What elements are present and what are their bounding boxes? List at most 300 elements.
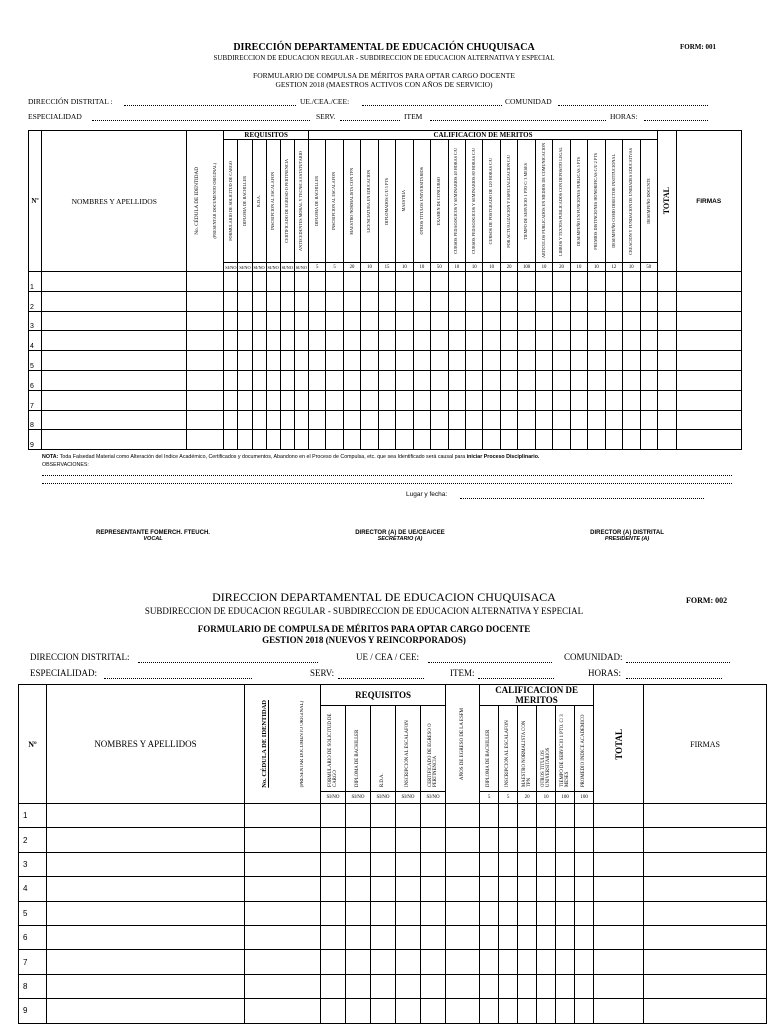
form2-cell[interactable] xyxy=(446,950,480,974)
form1-cell[interactable] xyxy=(308,331,325,351)
form1-especialidad-input[interactable] xyxy=(92,120,310,121)
form2-cell[interactable] xyxy=(575,852,594,876)
form1-cell[interactable] xyxy=(361,351,378,371)
form1-cell[interactable] xyxy=(343,311,360,331)
form1-cell[interactable] xyxy=(535,331,552,351)
form1-cell[interactable] xyxy=(535,410,552,430)
form1-cell[interactable] xyxy=(361,331,378,351)
form1-cell[interactable] xyxy=(294,272,308,292)
form1-cell[interactable] xyxy=(640,430,658,450)
form1-cell[interactable] xyxy=(42,291,187,311)
form1-cell[interactable] xyxy=(266,430,280,450)
form1-cell[interactable] xyxy=(378,430,395,450)
form1-cell[interactable] xyxy=(396,311,413,331)
form1-cell[interactable] xyxy=(238,272,252,292)
form1-cell[interactable] xyxy=(466,370,483,390)
form1-cell[interactable] xyxy=(640,291,658,311)
form2-cell[interactable] xyxy=(594,999,644,1023)
form1-cell[interactable] xyxy=(280,390,294,410)
form1-cell[interactable] xyxy=(676,370,742,390)
form1-cell[interactable] xyxy=(535,291,552,311)
form2-cell[interactable] xyxy=(446,828,480,852)
form2-cell[interactable] xyxy=(594,804,644,828)
form1-cell[interactable] xyxy=(588,410,605,430)
form1-cell[interactable] xyxy=(343,331,360,351)
form1-cell[interactable] xyxy=(326,410,343,430)
form2-cell[interactable] xyxy=(446,925,480,949)
form1-cell[interactable] xyxy=(326,390,343,410)
form1-cell[interactable] xyxy=(588,311,605,331)
form1-cell[interactable] xyxy=(187,351,224,371)
form2-cell[interactable] xyxy=(346,974,371,998)
form1-cell[interactable] xyxy=(500,311,517,331)
form1-cell[interactable] xyxy=(483,272,500,292)
form1-cell[interactable] xyxy=(483,351,500,371)
form2-cell[interactable] xyxy=(47,999,245,1023)
form1-cell[interactable] xyxy=(535,311,552,331)
form1-cell[interactable] xyxy=(658,351,676,371)
form1-observaciones-line-2[interactable] xyxy=(42,483,732,484)
form1-cell[interactable] xyxy=(308,410,325,430)
form1-cell[interactable] xyxy=(623,410,640,430)
form1-cell[interactable] xyxy=(431,311,448,331)
form1-cell[interactable] xyxy=(535,370,552,390)
form2-cell[interactable] xyxy=(421,828,446,852)
form1-cell[interactable] xyxy=(518,272,535,292)
form2-cell[interactable] xyxy=(421,974,446,998)
form2-comunidad-input[interactable] xyxy=(626,662,730,663)
form2-cell[interactable] xyxy=(518,804,537,828)
form2-cell[interactable] xyxy=(594,925,644,949)
form2-cell[interactable] xyxy=(346,901,371,925)
form1-cell[interactable] xyxy=(500,390,517,410)
form1-cell[interactable] xyxy=(308,370,325,390)
form1-cell[interactable] xyxy=(553,430,570,450)
form2-cell[interactable] xyxy=(421,877,446,901)
form2-cell[interactable] xyxy=(371,828,396,852)
form1-cell[interactable] xyxy=(224,370,238,390)
form1-cell[interactable] xyxy=(431,390,448,410)
form1-cell[interactable] xyxy=(280,272,294,292)
form2-cell[interactable] xyxy=(446,901,480,925)
form2-cell[interactable] xyxy=(421,999,446,1023)
form1-cell[interactable] xyxy=(640,370,658,390)
form2-cell[interactable] xyxy=(396,950,421,974)
form2-cell[interactable] xyxy=(371,999,396,1023)
form2-cell[interactable] xyxy=(396,925,421,949)
form1-cell[interactable] xyxy=(396,351,413,371)
form1-cell[interactable] xyxy=(252,430,266,450)
form1-cell[interactable] xyxy=(224,331,238,351)
form1-cell[interactable] xyxy=(518,331,535,351)
form1-cell[interactable] xyxy=(500,272,517,292)
form1-cell[interactable] xyxy=(280,311,294,331)
form2-cell[interactable] xyxy=(480,974,499,998)
form2-cell[interactable] xyxy=(575,950,594,974)
form1-cell[interactable] xyxy=(294,291,308,311)
form2-cell[interactable] xyxy=(556,999,575,1023)
form2-cell[interactable] xyxy=(371,950,396,974)
form2-cell[interactable] xyxy=(518,974,537,998)
form1-cell[interactable] xyxy=(42,351,187,371)
form1-cell[interactable] xyxy=(448,311,465,331)
form1-cell[interactable] xyxy=(605,430,622,450)
form1-cell[interactable] xyxy=(500,351,517,371)
form2-cell[interactable] xyxy=(594,852,644,876)
form1-cell[interactable] xyxy=(518,351,535,371)
form1-cell[interactable] xyxy=(378,390,395,410)
form1-cell[interactable] xyxy=(294,351,308,371)
form2-cell[interactable] xyxy=(556,901,575,925)
form1-cell[interactable] xyxy=(658,410,676,430)
form1-cell[interactable] xyxy=(294,410,308,430)
form1-cell[interactable] xyxy=(431,331,448,351)
form2-cell[interactable] xyxy=(245,925,321,949)
form2-cell[interactable] xyxy=(499,925,518,949)
form1-cell[interactable] xyxy=(266,291,280,311)
form1-cell[interactable] xyxy=(553,331,570,351)
form1-cell[interactable] xyxy=(676,311,742,331)
form1-cell[interactable] xyxy=(294,430,308,450)
form1-cell[interactable] xyxy=(187,311,224,331)
form1-cell[interactable] xyxy=(623,331,640,351)
form1-comunidad-input[interactable] xyxy=(558,105,708,106)
form1-cell[interactable] xyxy=(448,351,465,371)
form1-cell[interactable] xyxy=(238,390,252,410)
form2-cell[interactable] xyxy=(537,804,556,828)
form2-cell[interactable] xyxy=(396,828,421,852)
form1-cell[interactable] xyxy=(252,410,266,430)
form1-cell[interactable] xyxy=(266,410,280,430)
form1-cell[interactable] xyxy=(343,272,360,292)
form1-cell[interactable] xyxy=(518,291,535,311)
form1-cell[interactable] xyxy=(640,311,658,331)
form1-cell[interactable] xyxy=(676,390,742,410)
form2-cell[interactable] xyxy=(371,974,396,998)
form2-cell[interactable] xyxy=(396,901,421,925)
form2-cell[interactable] xyxy=(499,950,518,974)
form2-cell[interactable] xyxy=(556,852,575,876)
form1-cell[interactable] xyxy=(343,410,360,430)
form2-cell[interactable] xyxy=(421,901,446,925)
form2-cell[interactable] xyxy=(518,950,537,974)
form1-cell[interactable] xyxy=(448,390,465,410)
form1-cell[interactable] xyxy=(483,370,500,390)
form1-cell[interactable] xyxy=(187,430,224,450)
form2-cell[interactable] xyxy=(537,877,556,901)
form1-cell[interactable] xyxy=(252,370,266,390)
form1-cell[interactable] xyxy=(466,430,483,450)
form1-cell[interactable] xyxy=(570,291,587,311)
form2-cell[interactable] xyxy=(644,804,767,828)
form1-cell[interactable] xyxy=(326,370,343,390)
form1-cell[interactable] xyxy=(640,351,658,371)
form2-cell[interactable] xyxy=(480,877,499,901)
form1-cell[interactable] xyxy=(42,311,187,331)
form1-cell[interactable] xyxy=(280,331,294,351)
form2-cell[interactable] xyxy=(446,974,480,998)
form2-cell[interactable] xyxy=(644,950,767,974)
form1-cell[interactable] xyxy=(623,351,640,371)
form1-cell[interactable] xyxy=(187,390,224,410)
form2-cell[interactable] xyxy=(47,950,245,974)
form1-cell[interactable] xyxy=(266,311,280,331)
form1-cell[interactable] xyxy=(266,390,280,410)
form2-cell[interactable] xyxy=(245,974,321,998)
form1-cell[interactable] xyxy=(238,370,252,390)
form1-cell[interactable] xyxy=(640,331,658,351)
form1-cell[interactable] xyxy=(605,351,622,371)
form1-cell[interactable] xyxy=(280,410,294,430)
form1-cell[interactable] xyxy=(658,390,676,410)
form2-cell[interactable] xyxy=(537,852,556,876)
form2-cell[interactable] xyxy=(371,925,396,949)
form1-cell[interactable] xyxy=(413,410,430,430)
form1-cell[interactable] xyxy=(308,311,325,331)
form2-cell[interactable] xyxy=(518,852,537,876)
form1-cell[interactable] xyxy=(588,370,605,390)
form2-cell[interactable] xyxy=(346,877,371,901)
form1-cell[interactable] xyxy=(361,410,378,430)
form2-horas-input[interactable] xyxy=(626,678,722,679)
form1-cell[interactable] xyxy=(396,410,413,430)
form1-cell[interactable] xyxy=(361,430,378,450)
form1-cell[interactable] xyxy=(252,351,266,371)
form2-cell[interactable] xyxy=(321,974,346,998)
form1-cell[interactable] xyxy=(535,430,552,450)
form1-cell[interactable] xyxy=(623,390,640,410)
form1-cell[interactable] xyxy=(224,410,238,430)
form1-cell[interactable] xyxy=(500,291,517,311)
form1-cell[interactable] xyxy=(605,331,622,351)
form1-cell[interactable] xyxy=(252,291,266,311)
form1-cell[interactable] xyxy=(588,430,605,450)
form1-cell[interactable] xyxy=(466,390,483,410)
form2-cell[interactable] xyxy=(594,877,644,901)
form1-cell[interactable] xyxy=(238,291,252,311)
form2-cell[interactable] xyxy=(47,852,245,876)
form1-cell[interactable] xyxy=(605,390,622,410)
form1-cell[interactable] xyxy=(266,331,280,351)
form2-cell[interactable] xyxy=(396,974,421,998)
form1-cell[interactable] xyxy=(252,272,266,292)
form1-cell[interactable] xyxy=(500,430,517,450)
form1-cell[interactable] xyxy=(378,311,395,331)
form1-cell[interactable] xyxy=(588,291,605,311)
form2-cell[interactable] xyxy=(396,999,421,1023)
form1-cell[interactable] xyxy=(605,291,622,311)
form1-cell[interactable] xyxy=(396,272,413,292)
form1-cell[interactable] xyxy=(308,272,325,292)
form1-cell[interactable] xyxy=(518,390,535,410)
form1-cell[interactable] xyxy=(623,291,640,311)
form2-cell[interactable] xyxy=(499,852,518,876)
form2-cell[interactable] xyxy=(346,804,371,828)
form2-cell[interactable] xyxy=(371,804,396,828)
form1-cell[interactable] xyxy=(280,370,294,390)
form1-cell[interactable] xyxy=(238,331,252,351)
form2-cell[interactable] xyxy=(480,950,499,974)
form1-cell[interactable] xyxy=(343,390,360,410)
form1-cell[interactable] xyxy=(676,272,742,292)
form1-cell[interactable] xyxy=(266,351,280,371)
form2-cell[interactable] xyxy=(245,950,321,974)
form1-cell[interactable] xyxy=(326,311,343,331)
form1-cell[interactable] xyxy=(224,311,238,331)
form1-cell[interactable] xyxy=(361,272,378,292)
form1-cell[interactable] xyxy=(343,351,360,371)
form2-cell[interactable] xyxy=(346,925,371,949)
form1-cell[interactable] xyxy=(658,430,676,450)
form1-cell[interactable] xyxy=(570,351,587,371)
form2-cell[interactable] xyxy=(446,852,480,876)
form1-cell[interactable] xyxy=(658,370,676,390)
form1-cell[interactable] xyxy=(518,430,535,450)
form1-horas-input[interactable] xyxy=(644,120,708,121)
form1-cell[interactable] xyxy=(431,410,448,430)
form2-cell[interactable] xyxy=(245,852,321,876)
form1-cell[interactable] xyxy=(448,410,465,430)
form1-cell[interactable] xyxy=(413,390,430,410)
form2-cell[interactable] xyxy=(321,804,346,828)
form1-cell[interactable] xyxy=(378,370,395,390)
form1-cell[interactable] xyxy=(448,331,465,351)
form1-cell[interactable] xyxy=(252,390,266,410)
form1-cell[interactable] xyxy=(553,390,570,410)
form1-cell[interactable] xyxy=(308,351,325,371)
form2-cell[interactable] xyxy=(371,877,396,901)
form1-cell[interactable] xyxy=(466,272,483,292)
form1-cell[interactable] xyxy=(483,390,500,410)
form1-cell[interactable] xyxy=(294,370,308,390)
form2-cell[interactable] xyxy=(575,804,594,828)
form2-cell[interactable] xyxy=(644,901,767,925)
form2-cell[interactable] xyxy=(480,804,499,828)
form1-cell[interactable] xyxy=(224,390,238,410)
form1-cell[interactable] xyxy=(500,410,517,430)
form2-cell[interactable] xyxy=(537,999,556,1023)
form1-cell[interactable] xyxy=(518,370,535,390)
form1-cell[interactable] xyxy=(396,430,413,450)
form2-cell[interactable] xyxy=(446,999,480,1023)
form1-cell[interactable] xyxy=(42,272,187,292)
form1-cell[interactable] xyxy=(431,370,448,390)
form1-cell[interactable] xyxy=(378,351,395,371)
form2-cell[interactable] xyxy=(575,999,594,1023)
form2-cell[interactable] xyxy=(346,828,371,852)
form1-cell[interactable] xyxy=(361,390,378,410)
form2-cell[interactable] xyxy=(446,804,480,828)
form1-cell[interactable] xyxy=(588,390,605,410)
form1-cell[interactable] xyxy=(224,291,238,311)
form1-cell[interactable] xyxy=(676,351,742,371)
form1-item-input[interactable] xyxy=(430,120,606,121)
form1-cell[interactable] xyxy=(378,410,395,430)
form1-cell[interactable] xyxy=(588,351,605,371)
form1-cell[interactable] xyxy=(42,370,187,390)
form2-cell[interactable] xyxy=(421,925,446,949)
form2-cell[interactable] xyxy=(499,999,518,1023)
form2-cell[interactable] xyxy=(518,828,537,852)
form2-cell[interactable] xyxy=(499,974,518,998)
form2-cell[interactable] xyxy=(480,852,499,876)
form2-cell[interactable] xyxy=(480,901,499,925)
form2-item-input[interactable] xyxy=(478,678,554,679)
form1-cell[interactable] xyxy=(588,331,605,351)
form2-cell[interactable] xyxy=(537,974,556,998)
form2-cell[interactable] xyxy=(644,974,767,998)
form1-cell[interactable] xyxy=(361,291,378,311)
form1-cell[interactable] xyxy=(535,272,552,292)
form1-cell[interactable] xyxy=(266,370,280,390)
form2-cell[interactable] xyxy=(245,828,321,852)
form1-cell[interactable] xyxy=(326,351,343,371)
form2-cell[interactable] xyxy=(421,804,446,828)
form2-cell[interactable] xyxy=(575,974,594,998)
form2-cell[interactable] xyxy=(556,804,575,828)
form1-cell[interactable] xyxy=(378,331,395,351)
form2-cell[interactable] xyxy=(537,925,556,949)
form1-cell[interactable] xyxy=(396,291,413,311)
form1-cell[interactable] xyxy=(308,430,325,450)
form2-cell[interactable] xyxy=(480,925,499,949)
form1-cell[interactable] xyxy=(500,370,517,390)
form2-cell[interactable] xyxy=(421,950,446,974)
form1-cell[interactable] xyxy=(308,390,325,410)
form1-lugar-fecha-input[interactable] xyxy=(460,498,704,499)
form1-cell[interactable] xyxy=(42,331,187,351)
form1-cell[interactable] xyxy=(326,291,343,311)
form2-cell[interactable] xyxy=(47,804,245,828)
form1-cell[interactable] xyxy=(518,311,535,331)
form1-cell[interactable] xyxy=(187,331,224,351)
form1-cell[interactable] xyxy=(224,351,238,371)
form2-cell[interactable] xyxy=(245,877,321,901)
form1-cell[interactable] xyxy=(640,410,658,430)
form1-cell[interactable] xyxy=(343,430,360,450)
form2-cell[interactable] xyxy=(518,999,537,1023)
form2-cell[interactable] xyxy=(480,999,499,1023)
form1-cell[interactable] xyxy=(238,410,252,430)
form1-cell[interactable] xyxy=(413,311,430,331)
form2-cell[interactable] xyxy=(321,901,346,925)
form1-cell[interactable] xyxy=(413,430,430,450)
form1-cell[interactable] xyxy=(187,291,224,311)
form1-cell[interactable] xyxy=(570,331,587,351)
form1-cell[interactable] xyxy=(466,331,483,351)
form2-cell[interactable] xyxy=(421,852,446,876)
form1-cell[interactable] xyxy=(448,272,465,292)
form1-cell[interactable] xyxy=(238,430,252,450)
form2-cell[interactable] xyxy=(321,925,346,949)
form1-cell[interactable] xyxy=(187,272,224,292)
form1-cell[interactable] xyxy=(326,430,343,450)
form1-cell[interactable] xyxy=(431,291,448,311)
form1-cell[interactable] xyxy=(658,291,676,311)
form2-cell[interactable] xyxy=(47,828,245,852)
form1-serv-input[interactable] xyxy=(340,120,400,121)
form2-cell[interactable] xyxy=(518,925,537,949)
form1-cell[interactable] xyxy=(413,331,430,351)
form1-cell[interactable] xyxy=(623,272,640,292)
form1-cell[interactable] xyxy=(294,331,308,351)
form2-cell[interactable] xyxy=(556,877,575,901)
form2-cell[interactable] xyxy=(321,828,346,852)
form2-cell[interactable] xyxy=(537,828,556,852)
form1-cell[interactable] xyxy=(187,370,224,390)
form1-cell[interactable] xyxy=(238,311,252,331)
form2-cell[interactable] xyxy=(396,804,421,828)
